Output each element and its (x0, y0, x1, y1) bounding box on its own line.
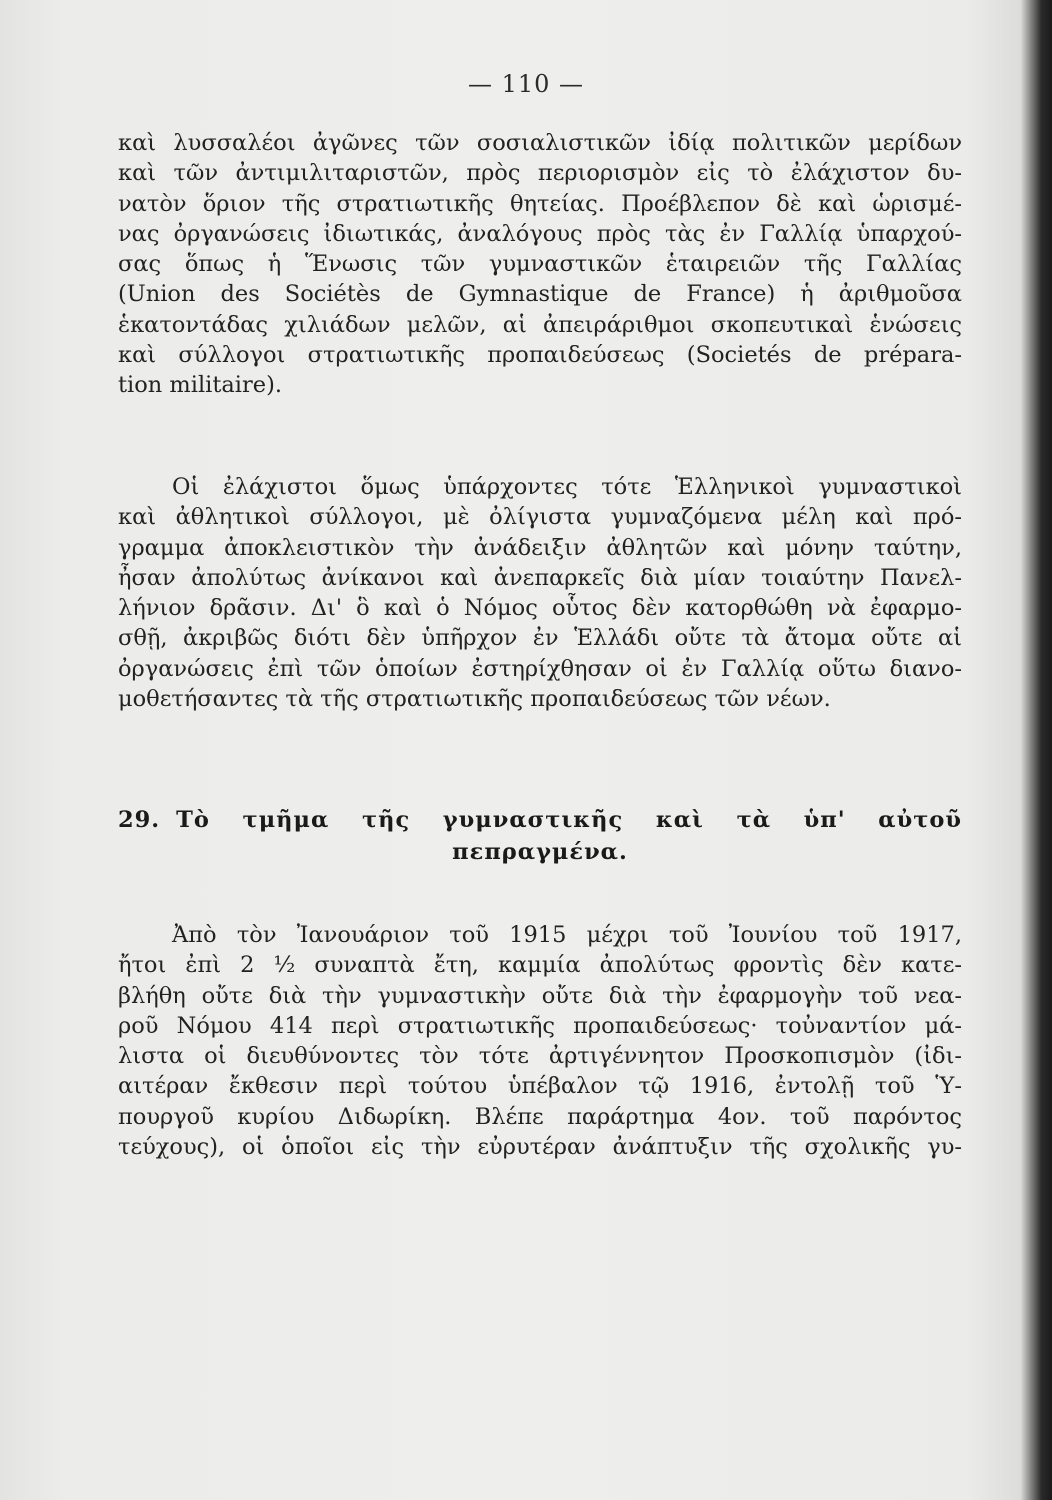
text-line: tion militaire). (118, 372, 283, 399)
text-line: λιστα οἱ διευθύνοντες τὸν τότε ἀρτιγέννητον Προσκοπισμὸν (ἰδι- (118, 1043, 962, 1070)
text-line: καὶ τῶν ἀντιμιλιταριστῶν, πρὸς περιορισμὸν εἰς τὸ ἐλάχιστον δυ- (118, 160, 962, 187)
section-number: 29. (118, 807, 161, 833)
text-line: καὶ σύλλογοι στρατιωτικῆς προπαιδεύσεως (Societés de prépara- (118, 342, 962, 369)
text-line: ἑκατοντάδας χιλιάδων μελῶν, αἱ ἀπειράριθμοι σκοπευτικαὶ ἑνώσεις (118, 311, 962, 338)
heading-line: πεπραγμένα. (452, 839, 628, 865)
text-line: πουργοῦ κυρίου Διδωρίκη. Βλέπε παράρτημα 4ον. τοῦ παρόντος (118, 1103, 962, 1130)
text-line: νατὸν ὅριον τῆς στρατιωτικῆς θητείας. Προέβλεπον δὲ καὶ ὡρισμέ- (118, 190, 962, 217)
text-line: Οἱ ἐλάχιστοι ὅμως ὑπάρχοντες τότε Ἑλληνικοὶ γυμναστικοὶ (172, 474, 962, 500)
text-line: σθῇ, ἀκριβῶς διότι δὲν ὑπῆρχον ἐν Ἑλλάδι οὔτε τὰ ἄτομα οὔτε αἱ (118, 625, 962, 652)
text-line: τεύχους), οἱ ὁποῖοι εἰς τὴν εὐρυτέραν ἀνάπτυξιν τῆς σχολικῆς γυ- (118, 1134, 962, 1161)
paragraph-1 (118, 128, 962, 401)
page-number: — 110 — (467, 70, 585, 98)
paragraph-3 (118, 920, 962, 1162)
text-line: σας ὅπως ἡ Ἕνωσις τῶν γυμναστικῶν ἑταιρειῶν τῆς Γαλλίας (118, 251, 962, 278)
text-line: γραμμα ἀποκλειστικὸν τὴν ἀνάδειξιν ἀθλητῶν καὶ μόνην ταύτην, (118, 534, 962, 561)
text-line: καὶ ἀθλητικοὶ σύλλογοι, μὲ ὀλίγιστα γυμναζόμενα μέλη καὶ πρό- (118, 504, 962, 531)
text-line: μοθετήσαντες τὰ τῆς στρατιωτικῆς προπαιδεύσεως τῶν νέων. (118, 686, 831, 713)
heading-line (118, 804, 962, 836)
text-line: ἤτοι ἐπὶ 2 ½ συναπτὰ ἔτη, καμμία ἀπολύτως φροντὶς δὲν κατε- (118, 952, 962, 979)
text-line: καὶ λυσσαλέοι ἀγῶνες τῶν σοσιαλιστικῶν ἰδίᾳ πολιτικῶν μερίδων (118, 130, 962, 156)
text-line: Ἀπὸ τὸν Ἰανουάριον τοῦ 1915 μέχρι τοῦ Ἰουνίου τοῦ 1917, (172, 922, 962, 948)
text-line: αιτέραν ἔκθεσιν περὶ τούτου ὑπέβαλον τῷ 1916, ἐντολῇ τοῦ Ὑ- (118, 1073, 962, 1100)
section-heading (118, 804, 962, 868)
text-line: (Union des Sociétès de Gymnastique de France) ἡ ἀριθμοῦσα (118, 281, 962, 308)
text-line: νας ὀργανώσεις ἰδιωτικάς, ἀναλόγους πρὸς τὰς ἐν Γαλλίᾳ ὑπαρχού- (118, 220, 962, 247)
text-line: ὀργανώσεις ἐπὶ τῶν ὁποίων ἐστηρίχθησαν οἱ ἐν Γαλλίᾳ οὕτω διανο- (118, 655, 962, 682)
text-line: ροῦ Νόμου 414 περὶ στρατιωτικῆς προπαιδεύσεως· τοὐναντίον μά- (118, 1012, 962, 1039)
paragraph-2 (118, 472, 962, 714)
heading-title: Τὸ τμῆμα τῆς γυμναστικῆς καὶ τὰ ὑπ' αὐτοῦ (176, 807, 962, 833)
text-line: λήνιον δρᾶσιν. Δι' ὃ καὶ ὁ Νόμος οὗτος δὲν κατορθώθη νὰ ἐφαρμο- (118, 595, 962, 622)
text-line: βλήθη οὔτε διὰ τὴν γυμναστικὴν οὔτε διὰ τὴν ἐφαρμογὴν τοῦ νεα- (118, 982, 962, 1009)
text-line: ἦσαν ἀπολύτως ἀνίκανοι καὶ ἀνεπαρκεῖς διὰ μίαν τοιαύτην Πανελ- (118, 564, 962, 591)
